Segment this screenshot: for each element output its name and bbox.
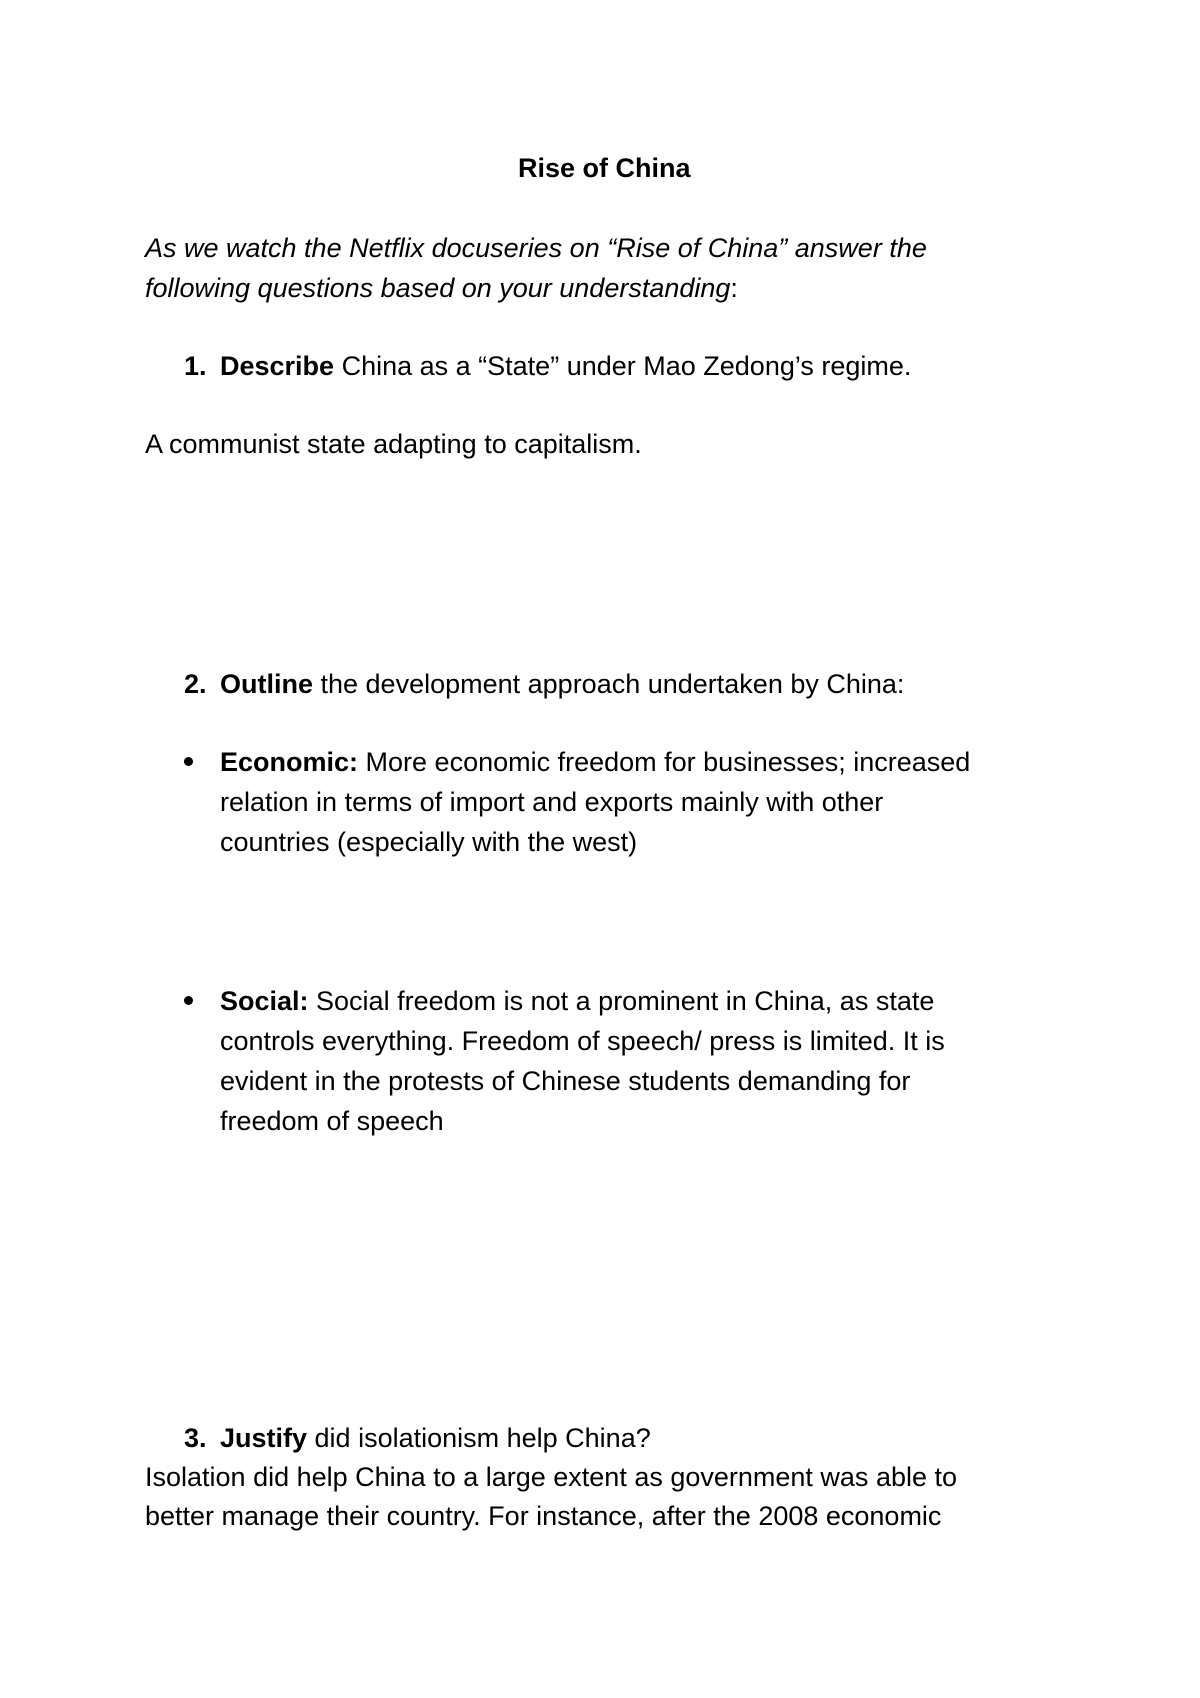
question-2-num: 2. — [184, 669, 207, 699]
question-2 — [220, 664, 904, 704]
question-3-number — [184, 1418, 207, 1458]
question-1 — [220, 346, 911, 386]
social-line-2: controls everything. Freedom of speech/ press is limited. It is — [220, 1026, 945, 1056]
social-line-4: freedom of speech — [220, 1106, 444, 1136]
intro-line-2-text: following questions based on your understanding — [145, 273, 731, 303]
economic-line-2: relation in terms of import and exports mainly with other — [220, 787, 884, 817]
economic-text-1: More economic freedom for businesses; increased — [358, 747, 971, 777]
question-3 — [220, 1418, 651, 1458]
bullet-social-dot — [184, 996, 193, 1005]
question-2-text: the development approach undertaken by China: — [313, 669, 905, 699]
answer-3-line-2: better manage their country. For instance, after the 2008 economic — [145, 1501, 942, 1531]
question-1-keyword: Describe — [220, 351, 335, 381]
economic-label: Economic: — [220, 747, 359, 777]
question-3-text: did isolationism help China? — [307, 1423, 651, 1453]
answer-1: A communist state adapting to capitalism. — [145, 429, 642, 459]
question-1-num: 1. — [184, 351, 207, 381]
social-label: Social: — [220, 986, 309, 1016]
question-2-number — [184, 664, 207, 704]
social-text-1: Social freedom is not a prominent in China, as state — [308, 986, 935, 1016]
question-3-num: 3. — [184, 1423, 207, 1453]
question-1-number — [184, 346, 207, 386]
answer-3-line-1: Isolation did help China to a large extent as government was able to — [145, 1462, 958, 1492]
intro-line-1: As we watch the Netflix docuseries on “Rise of China” answer the — [145, 233, 927, 263]
social-line-3: evident in the protests of Chinese students demanding for — [220, 1066, 911, 1096]
social-line-1 — [220, 981, 934, 1021]
question-1-text: China as a “State” under Mao Zedong’s regime. — [334, 351, 912, 381]
question-2-keyword: Outline — [220, 669, 313, 699]
economic-line-1 — [220, 742, 970, 782]
intro-line-2-colon: : — [730, 273, 738, 303]
bullet-economic-dot — [184, 757, 193, 766]
economic-line-3: countries (especially with the west) — [220, 827, 638, 857]
question-3-keyword: Justify — [220, 1423, 308, 1453]
intro-line-2 — [145, 268, 738, 308]
document-title: Rise of China — [518, 153, 691, 183]
